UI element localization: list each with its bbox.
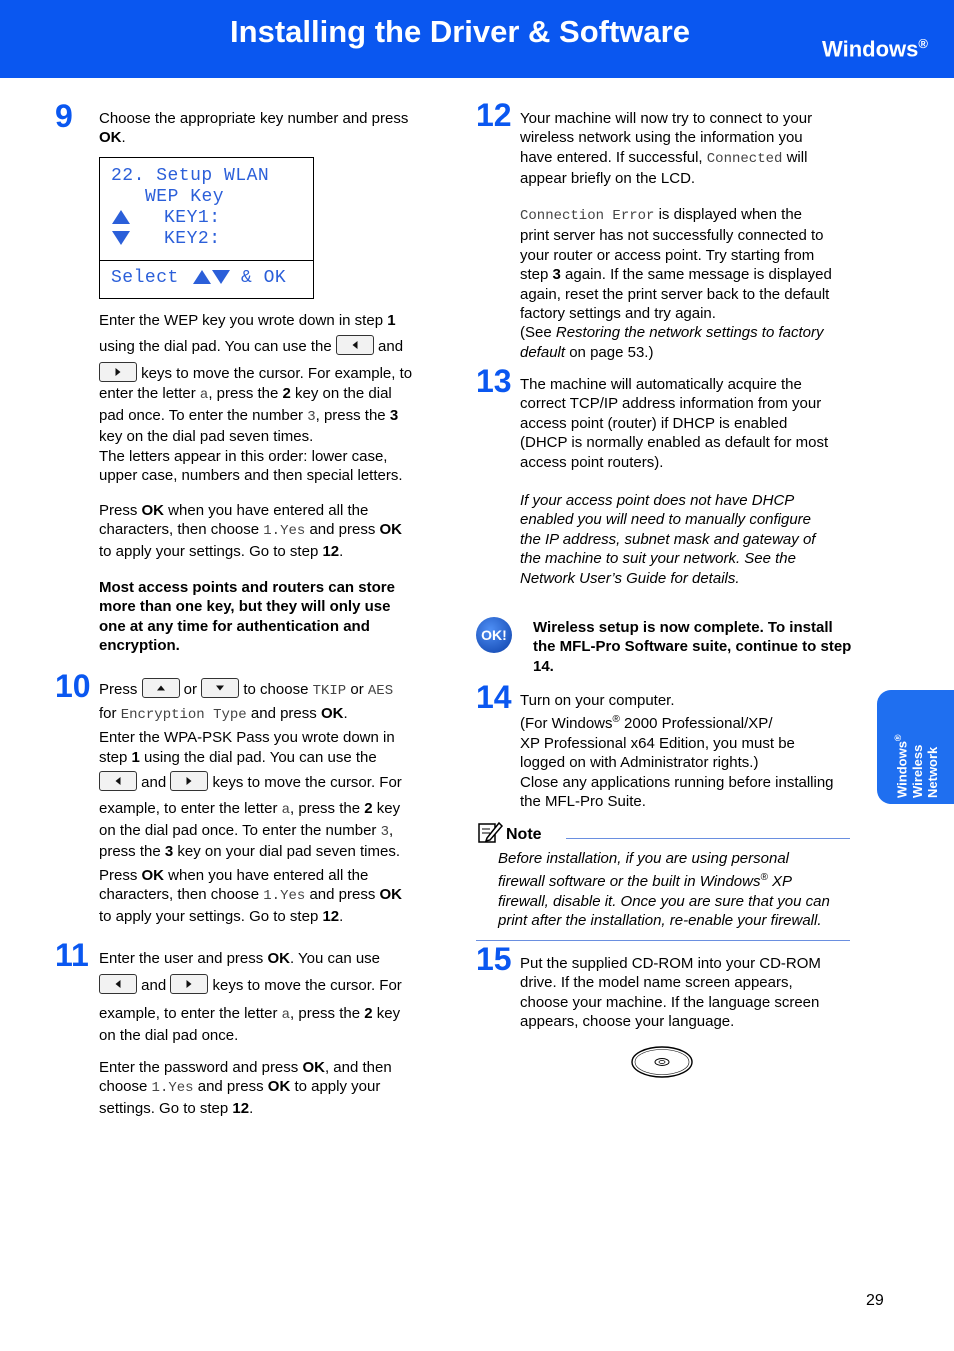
step-14-body: Turn on your computer. (For Windows® 2000 Professional/XP/ XP Professional x64 Edition, you must be logged on with Administrator rights.) Close any applications running before installing the MFL-Pro Suite. — [520, 692, 834, 811]
step-11-body: Enter the user and press OK. You can use and keys to move the cursor. For example, to enter the letter a, press the 2 key on the dial pad once. — [99, 950, 402, 1044]
note-pencil-icon — [477, 820, 503, 844]
step-number-13: 13 — [476, 363, 512, 399]
note-body: Before installation, if you are using personal firewall software or the built in Windows® XP firewall, disable it. Once you are sure that you can print after the installation, re-enable your firewall. — [498, 850, 830, 930]
side-tab-line3: Network — [924, 746, 940, 798]
side-tab-line1: Windows® — [893, 734, 910, 798]
page-title: Installing the Driver & Software — [230, 14, 690, 49]
step-12-error: Connection Error is displayed when the print server has not successfully connected to your router or access point. Try starting from step 3 again. If the same message is displayed again, reset the print server back to the default factory settings and try again. (See Restoring the network settings to factory default on page 53.) — [520, 206, 832, 361]
left-key-icon — [336, 335, 374, 355]
down-key-icon — [201, 678, 239, 698]
side-tab — [877, 690, 954, 804]
setup-complete-text: Wireless setup is now complete. To install the MFL-Pro Software suite, continue to step 14. — [533, 619, 852, 675]
ok-icon: OK! — [476, 617, 512, 653]
lcd-footer-ok: & OK — [241, 268, 287, 288]
lcd-line-3: KEY1: — [164, 208, 221, 228]
lcd-footer-up-icon — [193, 270, 211, 284]
step-10-press-ok: Press OK when you have entered all the characters, then choose 1.Yes and press OK to apply your settings. Go to step 12. — [99, 867, 402, 925]
step-number-14: 14 — [476, 679, 512, 715]
lcd-line-4: KEY2: — [164, 229, 221, 249]
lcd-up-arrow-icon — [112, 210, 130, 224]
lcd-display — [99, 157, 314, 299]
page-header — [0, 0, 954, 78]
step-9-press-ok: Press OK when you have entered all the characters, then choose 1.Yes and press OK to apply your settings. Go to step 12. — [99, 502, 402, 560]
left-key-icon — [99, 771, 137, 791]
step-9-intro: Choose the appropriate key number and press OK. — [99, 110, 409, 147]
step-12-body: Your machine will now try to connect to your wireless network using the information you have entered. If successful, Connected will appear briefly on the LCD. — [520, 110, 813, 188]
step-15-body: Put the supplied CD-ROM into your CD-ROM drive. If the model name screen appears, choose your machine. If the language screen appears, choose your language. — [520, 955, 821, 1031]
note-title: Note — [506, 826, 542, 843]
step-13-body: The machine will automatically acquire the correct TCP/IP address information from your access point (router) if DHCP is enabled (DHCP is normally enabled as default for most access point routers). — [520, 376, 829, 471]
step-10-body: Press or to choose TKIP or AES for Encryption Type and press OK. Enter the WPA-PSK Pass you wrote down in step 1 using the dial pad. You can use the and keys to move the cursor. For example, to enter the letter a, press the 2 key on the dial pad once. To enter the number 3, press the 3 key on your dial pad seven times. — [99, 680, 434, 861]
os-label: Windows® — [822, 36, 928, 62]
step-number-9: 9 — [55, 98, 73, 134]
step-number-15: 15 — [476, 941, 512, 977]
left-key-icon — [99, 974, 137, 994]
lcd-down-arrow-icon — [112, 231, 130, 245]
cd-rom-icon — [630, 1045, 694, 1079]
page-number: 29 — [866, 1292, 884, 1309]
step-13-dhcp-note: If your access point does not have DHCP enabled you will need to manually configure the IP address, subnet mask and gateway of the machine to suit your network. See the Network User’s Guide for details. — [520, 492, 816, 587]
lcd-footer-down-icon — [212, 270, 230, 284]
step-9-warning: Most access points and routers can store more than one key, but they will only use one at any time for authentication and encryption. — [99, 579, 395, 655]
lcd-footer-select: Select — [111, 268, 179, 288]
step-number-12: 12 — [476, 97, 512, 133]
step-9-body: Enter the WEP key you wrote down in step 1 using the dial pad. You can use the and keys to move the cursor. For example, to enter the letter a, press the 2 key on the dial pad once. To enter the number 3, press the 3 key on the dial pad seven times. The letters appear in this order: lower case, upper case, numbers and then special letters. — [99, 312, 413, 485]
up-key-icon — [142, 678, 180, 698]
lcd-line-2: WEP Key — [145, 187, 225, 207]
step-number-10: 10 — [55, 668, 91, 704]
step-number-11: 11 — [55, 937, 89, 973]
side-tab-line2: Wireless — [909, 744, 925, 798]
right-key-icon — [99, 362, 137, 382]
right-key-icon — [170, 974, 208, 994]
right-key-icon — [170, 771, 208, 791]
lcd-line-1: 22. Setup WLAN — [111, 166, 270, 186]
step-11-password: Enter the password and press OK, and then choose 1.Yes and press OK to apply your settings. Go to step 12. — [99, 1059, 392, 1117]
